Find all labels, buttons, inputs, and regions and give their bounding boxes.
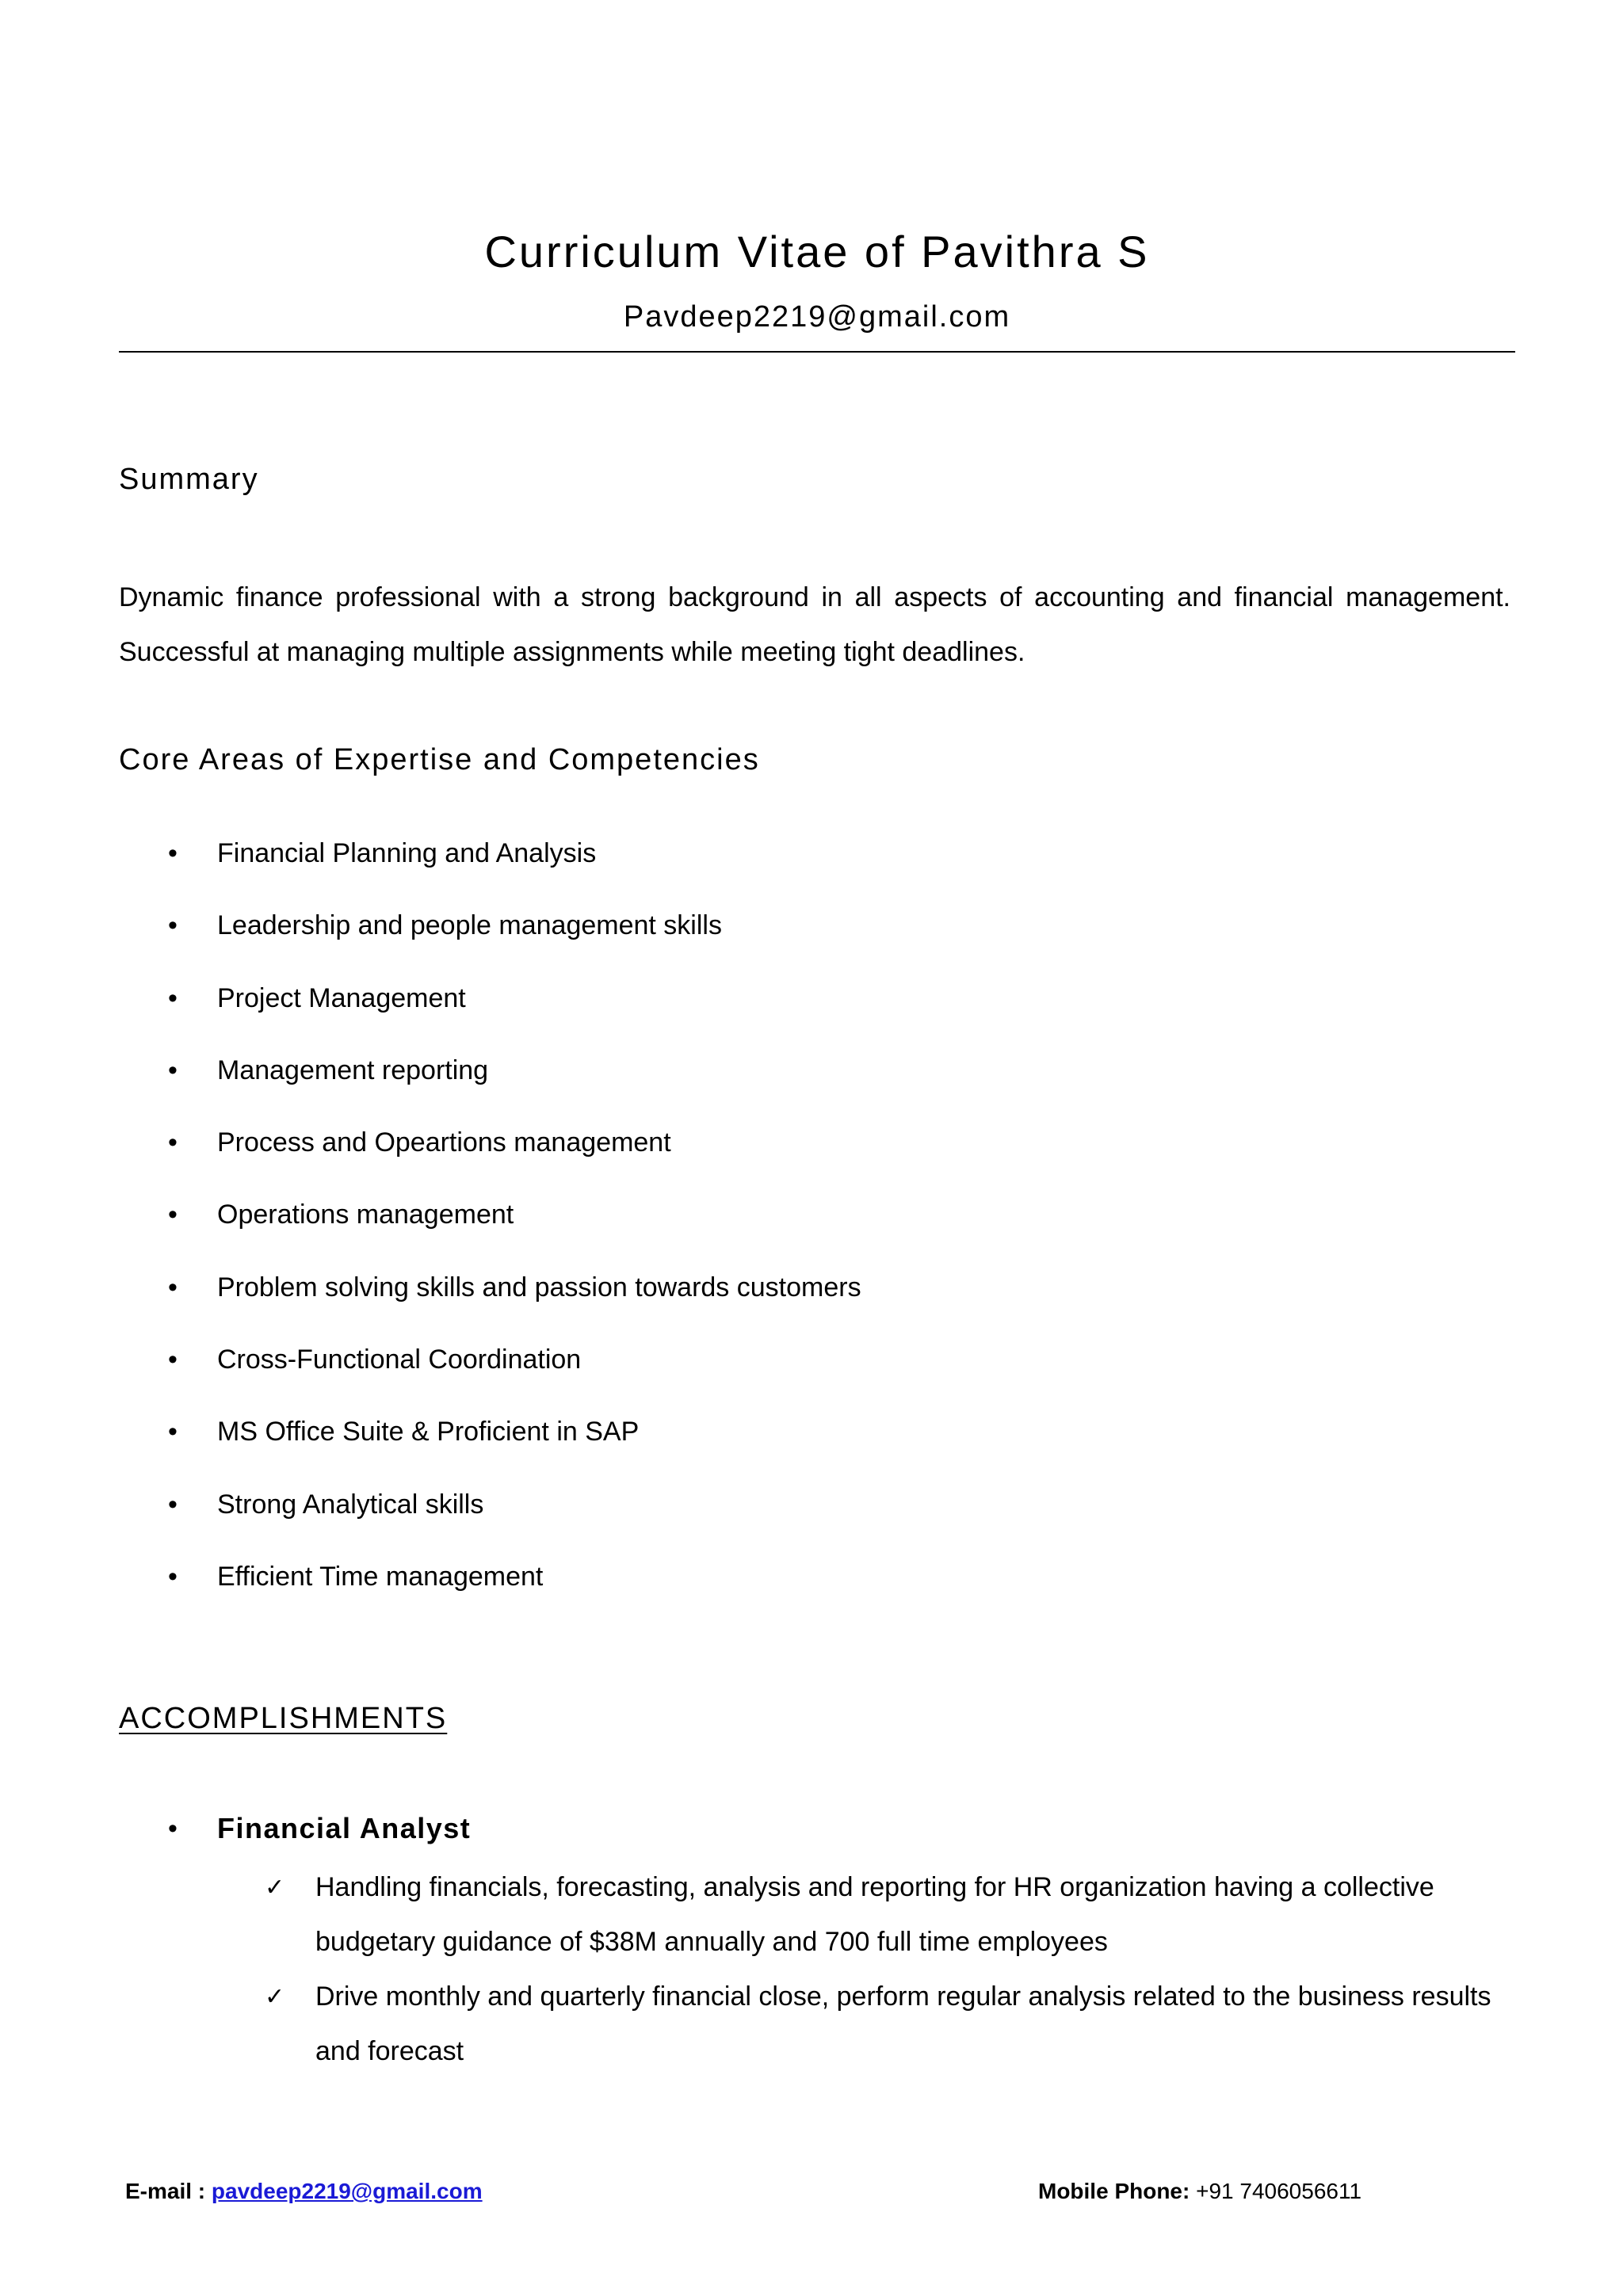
competencies-list [119, 831, 861, 1627]
accomplishments-heading: ACCOMPLISHMENTS [119, 1702, 448, 1735]
competency-label: Management reporting [217, 1055, 489, 1085]
accomplishment-role [119, 1806, 471, 1851]
competency-label: Problem solving skills and passion towards customers [217, 1272, 861, 1302]
bullet-icon: • [168, 1127, 178, 1158]
competency-label: Strong Analytical skills [217, 1489, 484, 1520]
bullet-icon: • [168, 910, 178, 941]
accomplishment-details [217, 1860, 1517, 2079]
competency-label: Process and Opeartions management [217, 1127, 671, 1158]
list-item [217, 1860, 1517, 1970]
competency-label: Leadership and people management skills [217, 910, 722, 941]
list-item [217, 1970, 1517, 2079]
bullet-icon: • [168, 982, 178, 1013]
accomplishment-text: Handling financials, forecasting, analysis and reporting for HR organization having a collective budgetary guidance of $38M annually and 700 full time employees [315, 1872, 1434, 1957]
list-item [119, 976, 861, 1048]
competency-label: Project Management [217, 982, 466, 1013]
bullet-icon: • [168, 838, 178, 868]
competencies-heading: Core Areas of Expertise and Competencies [119, 743, 760, 776]
checkmark-icon: ✓ [265, 1983, 285, 2011]
list-item [119, 831, 861, 903]
bullet-icon: • [168, 1272, 178, 1302]
competency-label: Operations management [217, 1199, 514, 1230]
bullet-icon: • [168, 1199, 178, 1230]
list-item [119, 1337, 861, 1409]
list-item [119, 1192, 861, 1264]
checkmark-icon: ✓ [265, 1874, 285, 1901]
competency-label: Financial Planning and Analysis [217, 838, 597, 868]
competency-label: Cross-Functional Coordination [217, 1344, 582, 1375]
document-title: Curriculum Vitae of Pavithra S [484, 227, 1150, 277]
list-item [119, 1048, 861, 1120]
document-header [119, 227, 1515, 334]
footer-email-label: E-mail : [125, 2179, 206, 2203]
list-item [119, 1482, 861, 1554]
competency-label: Efficient Time management [217, 1561, 544, 1592]
header-email: Pavdeep2219@gmail.com [623, 300, 1011, 334]
footer-phone [1038, 2176, 1361, 2207]
bullet-icon: • [168, 1489, 178, 1520]
competency-label: MS Office Suite & Proficient in SAP [217, 1417, 640, 1447]
summary-paragraph: Dynamic finance professional with a strong background in all aspects of accounting and financial management. Successful at managing multiple assignments while meeting tight deadlines. [119, 582, 1510, 667]
list-item [119, 1554, 861, 1627]
footer-email [125, 2176, 483, 2207]
bullet-icon: • [168, 1344, 178, 1375]
accomplishment-text: Drive monthly and quarterly financial close, perform regular analysis related to the business results and forecast [315, 1981, 1491, 2066]
list-item [119, 1265, 861, 1337]
footer-email-link[interactable]: pavdeep2219@gmail.com [211, 2179, 483, 2203]
bullet-icon: • [168, 1561, 178, 1592]
list-item [119, 903, 861, 975]
bullet-icon: • [168, 1417, 178, 1447]
footer-phone-label: Mobile Phone: [1038, 2179, 1190, 2203]
list-item [119, 1409, 861, 1482]
header-divider [119, 351, 1515, 353]
footer-phone-value: +91 7406056611 [1196, 2179, 1362, 2203]
summary-heading: Summary [119, 463, 259, 496]
bullet-icon: • [168, 1814, 179, 1844]
list-item [119, 1120, 861, 1192]
role-title: Financial Analyst [217, 1812, 472, 1844]
bullet-icon: • [168, 1055, 178, 1085]
